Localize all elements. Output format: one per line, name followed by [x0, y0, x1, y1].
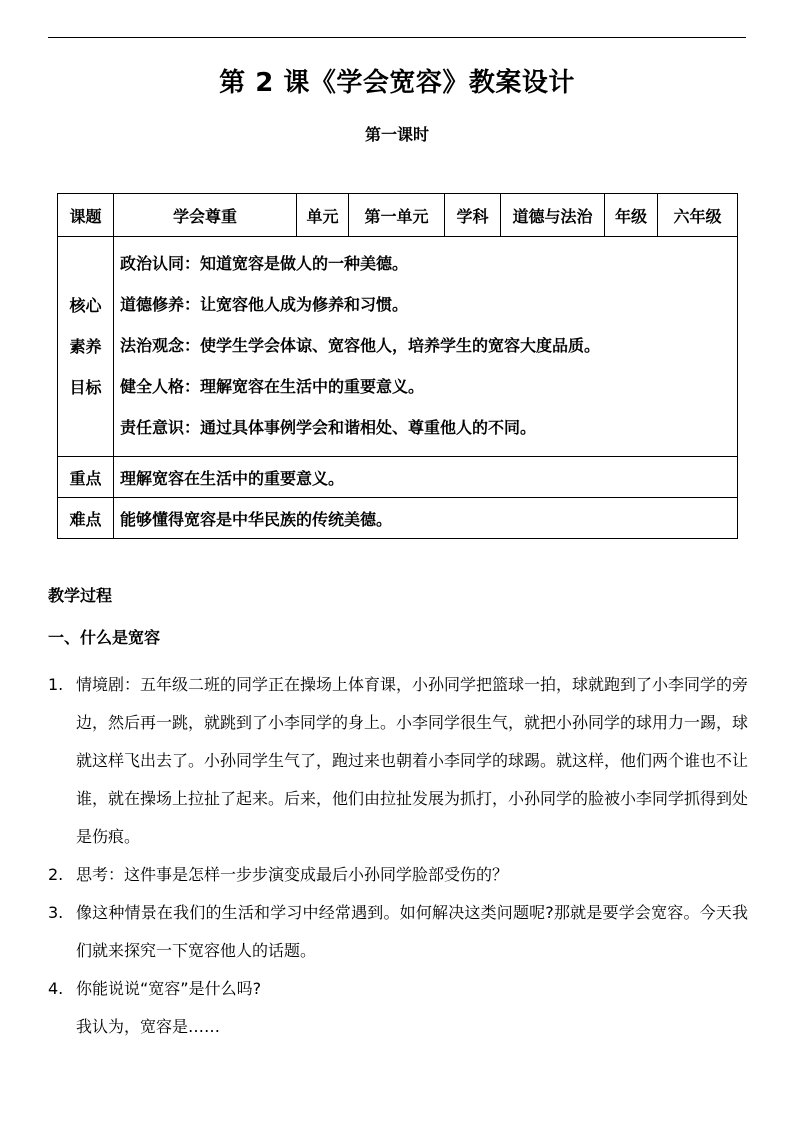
core-goal-item: 责任意识：通过具体事例学会和谐相处、尊重他人的不同。: [120, 418, 537, 437]
key-point-label: 重点: [58, 457, 114, 498]
process-step: [48, 666, 748, 856]
step-answer-prompt: 我认为，宽容是……: [76, 1017, 221, 1036]
document-title: 第 2 课《学会宽容》教案设计: [219, 68, 575, 98]
difficult-point-value: 能够懂得宽容是中华民族的传统美德。: [114, 498, 738, 539]
topic-label: 课题: [58, 194, 114, 237]
table-header-row: [58, 194, 738, 237]
step-text: 情境剧：五年级二班的同学正在操场上体育课，小孙同学把篮球一拍，球就跑到了小李同学的旁边，然后再一跳，就跳到了小李同学的身上。小李同学很生气，就把小孙同学的球用力一踢，球就这样飞出去了。小孙同学生气了，跑过来也朝着小李同学的球踢。就这样，他们两个谁也不让谁，就在操场上拉扯了起来。后来，他们由拉扯发展为抓打，小孙同学的脸被小李同学抓得到处是伤痕。: [76, 675, 749, 846]
grade-value: 六年级: [658, 194, 738, 237]
header-rule: [48, 37, 746, 38]
difficult-point-row: [58, 498, 738, 539]
subject-label: 学科: [445, 194, 501, 237]
unit-label: 单元: [297, 194, 349, 237]
key-point-row: [58, 457, 738, 498]
process-step: [48, 970, 748, 1046]
step-text: 你能说说“宽容”是什么吗?: [76, 979, 262, 998]
step-number: 2.: [48, 865, 64, 884]
core-goal-item: 健全人格：理解宽容在生活中的重要意义。: [120, 377, 425, 396]
key-point-value: 理解宽容在生活中的重要意义。: [114, 457, 738, 498]
difficult-point-label: 难点: [58, 498, 114, 539]
core-goal-item: 道德修养：让宽容他人成为修养和习惯。: [120, 295, 409, 314]
core-goals-label-line: 目标: [69, 378, 102, 397]
step-text: 思考：这件事是怎样一步步演变成最后小孙同学脸部受伤的？: [76, 865, 509, 884]
process-step: [48, 894, 748, 970]
lesson-info-table: [57, 193, 738, 539]
section-heading: 一、什么是宽容: [48, 628, 161, 647]
process-step-list: [48, 666, 748, 1046]
topic-value: 学会尊重: [114, 194, 297, 237]
step-number: 4.: [48, 979, 64, 998]
core-goal-item: 法治观念：使学生学会体谅、宽容他人，培养学生的宽容大度品质。: [120, 336, 601, 355]
core-goals-list: [114, 237, 738, 457]
core-goal-item: 政治认同：知道宽容是做人的一种美德。: [120, 254, 409, 273]
subject-value: 道德与法治: [501, 194, 605, 237]
step-text: 像这种情景在我们的生活和学习中经常遇到。如何解决这类问题呢?那就是要学会宽容。今天我们就来探究一下宽容他人的话题。: [76, 903, 748, 960]
teaching-process-heading: 教学过程: [48, 586, 113, 605]
step-number: 3.: [48, 903, 64, 922]
document-subtitle: 第一课时: [364, 125, 429, 144]
process-step: [48, 856, 748, 894]
core-goals-label-line: 素养: [69, 337, 102, 356]
step-number: 1.: [48, 675, 64, 694]
core-goals-label: [58, 237, 114, 457]
grade-label: 年级: [605, 194, 658, 237]
core-goals-label-line: 核心: [69, 296, 102, 315]
unit-value: 第一单元: [349, 194, 445, 237]
core-goals-row: [58, 237, 738, 457]
